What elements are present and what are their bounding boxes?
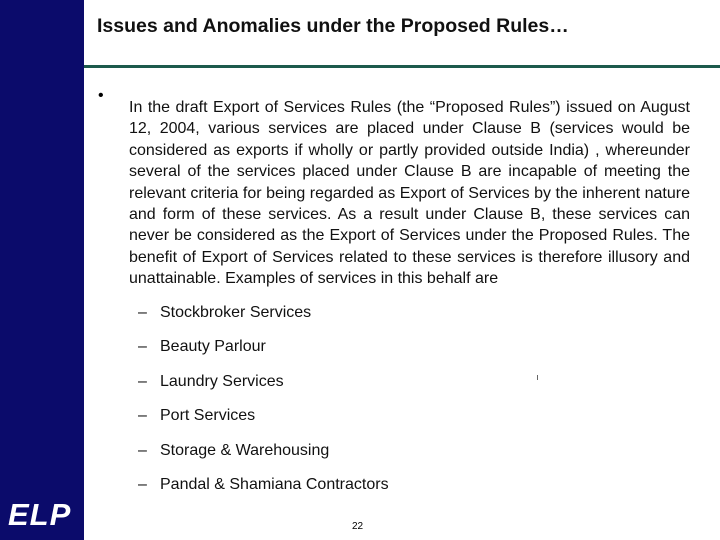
elp-logo: ELP bbox=[8, 497, 72, 532]
list-item-label: Port Services bbox=[160, 407, 256, 424]
list-item-label: Stockbroker Services bbox=[160, 304, 312, 321]
list-item-label: Pandal & Shamiana Contractors bbox=[160, 476, 389, 493]
list-item-label: Beauty Parlour bbox=[160, 338, 266, 355]
stray-mark bbox=[537, 375, 538, 380]
list-item bbox=[138, 373, 284, 391]
main-paragraph: In the draft Export of Services Rules (the “Proposed Rules”) issued on August 12, 2004, various services are placed under Clause B (services would be considered as exports if wholly or partly provided outside India) , whereunder several of the services placed under Clause B are incapable of meeting the relevant criteria for being regarded as Export of Services by the inherent nature and form of these services. As a result under Clause B, these services can never be considered as the Export of Services under the Proposed Rules. The benefit of Export of Services related to these services is therefore illusory and unattainable. Examples of services in this behalf are bbox=[129, 99, 690, 288]
dash-icon: – bbox=[138, 304, 147, 321]
list-item-label: Laundry Services bbox=[160, 373, 284, 390]
dash-icon: – bbox=[138, 407, 147, 424]
list-item bbox=[138, 476, 389, 494]
dash-icon: – bbox=[138, 476, 147, 493]
list-item bbox=[138, 338, 266, 356]
list-item-label: Storage & Warehousing bbox=[160, 442, 330, 459]
title-divider bbox=[84, 65, 720, 68]
dash-icon: – bbox=[138, 442, 147, 459]
dash-icon: – bbox=[138, 338, 147, 355]
page-number: 22 bbox=[352, 521, 364, 532]
sidebar-band bbox=[0, 0, 84, 540]
dash-icon: – bbox=[138, 373, 147, 390]
list-item bbox=[138, 407, 255, 425]
list-item bbox=[138, 304, 311, 322]
list-item bbox=[138, 442, 329, 460]
slide-title: Issues and Anomalies under the Proposed Rules… bbox=[97, 15, 569, 37]
bullet-icon: • bbox=[98, 87, 104, 104]
